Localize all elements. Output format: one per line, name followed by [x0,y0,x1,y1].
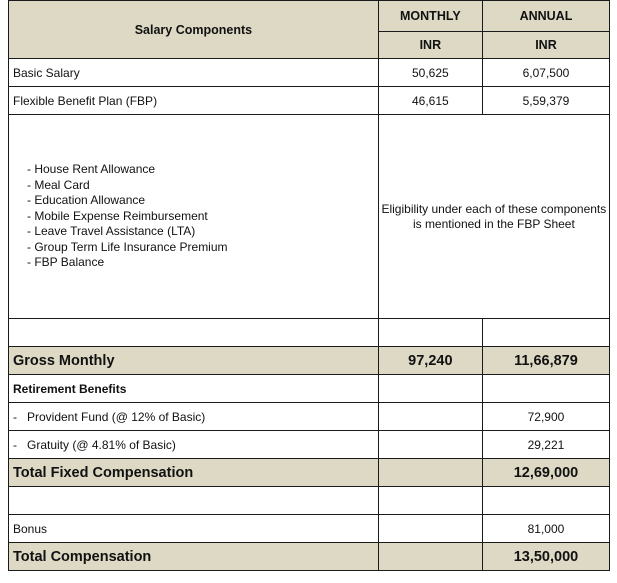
fbp-item-mobile: - Mobile Expense Reimbursement [27,208,208,223]
retirement-row [9,375,610,403]
total-fixed-row [9,459,610,487]
fbp-components-cell [9,115,379,319]
fbp-annual: 5,59,379 [482,87,609,115]
fbp-item-insurance: - Group Term Life Insurance Premium [27,239,228,254]
bonus-row [9,515,610,543]
total-fixed-label: Total Fixed Compensation [9,459,379,487]
gratuity-annual: 29,221 [482,431,609,459]
annual-currency: INR [482,32,609,59]
pf-label: - Provident Fund (@ 12% of Basic) [9,403,379,431]
fbp-item-education: - Education Allowance [27,193,146,208]
basic-label: Basic Salary [9,59,379,87]
fbp-eligibility-note: Eligibility under each of these components is mentioned in the FBP Sheet [378,115,609,319]
basic-monthly: 50,625 [378,59,482,87]
fbp-item-lta: - Leave Travel Assistance (LTA) [27,224,196,239]
total-comp-row [9,543,610,571]
bonus-label: Bonus [9,515,379,543]
pf-row [9,403,610,431]
annual-header: ANNUAL [482,1,609,32]
retirement-label: Retirement Benefits [9,375,379,403]
gratuity-label: - Gratuity (@ 4.81% of Basic) [9,431,379,459]
gross-monthly: 97,240 [378,347,482,375]
monthly-currency: INR [378,32,482,59]
total-comp-annual: 13,50,000 [482,543,609,571]
total-fixed-annual: 12,69,000 [482,459,609,487]
gratuity-row [9,431,610,459]
fbp-item-balance: - FBP Balance [27,255,105,270]
salary-table [8,0,610,571]
monthly-header: MONTHLY [378,1,482,32]
pf-annual: 72,900 [482,403,609,431]
header-row-1 [9,1,610,32]
basic-annual: 6,07,500 [482,59,609,87]
salary-sheet [8,0,610,571]
fbp-components-row [9,115,610,319]
spacer-row-2 [9,487,610,515]
gross-label: Gross Monthly [9,347,379,375]
salary-components-header: Salary Components [9,1,379,59]
fbp-row [9,87,610,115]
fbp-label: Flexible Benefit Plan (FBP) [9,87,379,115]
fbp-item-meal-card: - Meal Card [27,177,90,192]
fbp-item-hra: - House Rent Allowance [27,162,156,177]
spacer-row-1 [9,319,610,347]
fbp-components-list [13,162,374,271]
fbp-monthly: 46,615 [378,87,482,115]
total-comp-label: Total Compensation [9,543,379,571]
bonus-annual: 81,000 [482,515,609,543]
gross-annual: 11,66,879 [482,347,609,375]
gross-row [9,347,610,375]
basic-row [9,59,610,87]
